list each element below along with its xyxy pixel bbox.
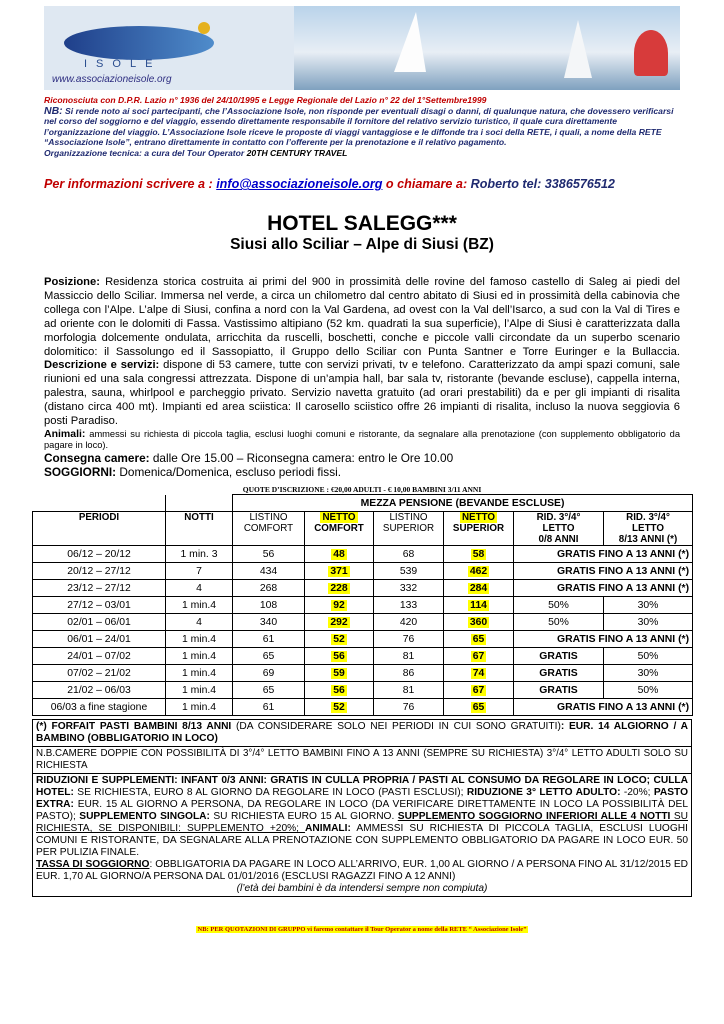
phone-contact: Roberto tel: 3386576512 <box>470 177 615 191</box>
cell-rid-ragazzi: 30% <box>604 597 693 614</box>
cell-rid-merged: GRATIS FINO A 13 ANNI (*) <box>514 563 693 580</box>
contact-prefix: Per informazioni scrivere a : <box>44 177 217 191</box>
cell-notti: 7 <box>166 563 233 580</box>
forfait-label: (*) FORFAIT PASTI BAMBINI 8/13 ANNI <box>36 721 232 732</box>
posizione-paragraph <box>44 276 680 429</box>
cell-notti: 1 min.4 <box>166 648 233 665</box>
notes-table <box>32 719 692 897</box>
cell-rid-ragazzi: 50% <box>604 682 693 699</box>
table-row <box>33 614 693 631</box>
cell-notti: 1 min.4 <box>166 682 233 699</box>
organization-line <box>44 148 684 159</box>
cell-netto-comfort: 52 <box>305 699 374 716</box>
animali-label: Animali: <box>44 427 86 440</box>
consegna-paragraph <box>44 451 680 465</box>
cell-periodo: 23/12 – 27/12 <box>33 580 166 597</box>
footer-nb-text: NB: PER QUOTAZIONI DI GRUPPO vi faremo contattare il Tour Operator a nome della RETE “ Associazione Isole” <box>197 926 527 933</box>
cell-periodo: 21/02 – 06/03 <box>33 682 166 699</box>
table-row <box>33 648 693 665</box>
footer-nb <box>0 918 724 936</box>
cell-netto-superior: 74 <box>444 665 514 682</box>
cell-netto-comfort: 59 <box>305 665 374 682</box>
forfait-row <box>33 720 692 747</box>
cell-listino-superior: 76 <box>374 699 444 716</box>
forfait-text: (DA CONSIDERARE SOLO NEI PERIODI IN CUI SONO GRATUITI) <box>231 721 561 732</box>
cell-notti: 1 min. 3 <box>166 546 233 563</box>
cell-listino-comfort: 268 <box>233 580 305 597</box>
riduzioni-row <box>33 774 692 897</box>
cell-notti: 4 <box>166 614 233 631</box>
animali-text: ammessi su richiesta di piccola taglia, esclusi luoghi comuni e ristorante, da segnalare alla prenotazione (con supplemento obbligatorio da pagare in loco). <box>44 428 680 450</box>
cell-listino-superior: 133 <box>374 597 444 614</box>
col-listino-superior: LISTINO SUPERIOR <box>374 512 444 546</box>
table-row <box>33 580 693 597</box>
camere-note: N.B.CAMERE DOPPIE CON POSSIBILITÀ DI 3°/4° LETTO BAMBINI FINO A 13 ANNI (SEMPRE SU RICHIESTA) 3°/4° LETTO ADULTI SOLO SU RICHIESTA <box>33 747 692 774</box>
cell-listino-superior: 332 <box>374 580 444 597</box>
cell-listino-comfort: 340 <box>233 614 305 631</box>
table-caption-row <box>33 495 693 512</box>
cell-periodo: 06/01 – 24/01 <box>33 631 166 648</box>
cell-netto-superior: 360 <box>444 614 514 631</box>
cell-netto-comfort: 92 <box>305 597 374 614</box>
tassa-label: TASSA DI SOGGIORNO <box>36 859 150 870</box>
forfait-price: : EUR. 14 ALGIORNO / A BAMBINO (OBBLIGATORIO IN LOCO) <box>36 721 689 744</box>
cell-netto-superior: 65 <box>444 699 514 716</box>
cell-listino-superior: 539 <box>374 563 444 580</box>
table-row <box>33 563 693 580</box>
animali-paragraph <box>44 429 680 451</box>
sailboat-image <box>394 12 426 72</box>
cell-listino-superior: 420 <box>374 614 444 631</box>
riduzioni-note: RIDUZIONI E SUPPLEMENTI: INFANT 0/3 ANNI: GRATIS IN CULLA PROPRIA / PASTI AL CONSUMO DA REGOLARE IN LOCO; CULLA HOTEL: SE RICHIESTA, EURO 8 AL GIORNO DA REGOLARE IN LOCO (PASTI ESCLUSI); RIDUZIONE 3° LETTO ADULTO: -20%; PASTO EXTRA: EUR. 15 AL GIORNO A PERSONA, DA REGOLARE IN LOCO (DA VERIFICARE DIRETTAMENTE IN LOCO LA POSSIBILITÀ DEL PASTO); SUPPLEMENTO SINGOLA: SU RICHIESTA EURO 15 AL GIORNO. SUPPLEMENTO SOGGIORNO INFERIORI ALLE 4 NOTTI SU RICHIESTA, SE DISPONIBILI: SUPPLEMENTO +20%; ANIMALI: AMMESSI SU RICHIESTA DI PICCOLA TAGLIA, ESCLUSI LUOGHI COMUNI E RISTORANTE, DA SEGNALARE ALLA PRENOTAZIONE CON SUPPLEMENTO OBBLIGATORIO DA PAGARE IN LOCO EUR. 50 PER PULIZIA FINALE. TASSA DI SOGGIORNO: OBBLIGATORIA DA PAGARE IN LOCO ALL’ARRIVO, EUR. 1,00 AL GIORNO / A PERSONA FINO AL 31/12/2015 ED EUR. 1,70 AL GIORNO/A PERSONA DAL 01/01/2016 (ESCLUSI RAGAZZI FINO A 12 ANNI) (l’età dei bambini è da intendersi sempre non compiuta) <box>33 774 692 897</box>
table-header-row <box>33 512 693 546</box>
cell-rid-ragazzi: 30% <box>604 614 693 631</box>
col-netto-comfort: NETTO COMFORT <box>305 512 374 546</box>
servizi-label: Descrizione e servizi: <box>44 359 160 372</box>
org-prefix: Organizzazione tecnica: a cura del Tour Operator <box>44 147 247 158</box>
sea-photo <box>294 6 680 90</box>
org-name: 20TH CENTURY TRAVEL <box>246 147 348 158</box>
registration-fee: QUOTE D’ISCRIZIONE : €20,00 ADULTI - € 10,00 BAMBINI 3/11 ANNI <box>242 485 482 494</box>
col-listino-comfort: LISTINO COMFORT <box>233 512 305 546</box>
nb-text-2: L’Associazione Isole riceve le proposte di viaggi vantaggiose e le diffonde tra i soci della RETE, i quali, a nome della RETE “Associazione Isole”, entrano direttamente in contatto con l’offerente per la prenotazione e il relativo pagamento. <box>44 126 662 148</box>
tassa-text: : OBBLIGATORIA DA PAGARE IN LOCO ALL’ARRIVO, EUR. 1,00 AL GIORNO / A PERSONA FINO AL 31/12/2015 ED EUR. 1,70 AL GIORNO/A PERSONA DAL 01/01/2016 (ESCLUSI RAGAZZI FINO A 12 ANNI) <box>36 859 688 882</box>
cell-listino-superior: 81 <box>374 648 444 665</box>
cell-periodo: 20/12 – 27/12 <box>33 563 166 580</box>
soggiorni-label: SOGGIORNI: <box>44 464 117 479</box>
cell-rid-bambini: GRATIS <box>514 648 604 665</box>
cell-netto-superior: 67 <box>444 682 514 699</box>
eta-note: (l’età dei bambini è da intendersi sempre non compiuta) <box>236 883 488 894</box>
cell-netto-superior: 67 <box>444 648 514 665</box>
email-link[interactable]: info@associazioneisole.org <box>216 177 383 191</box>
cell-notti: 1 min.4 <box>166 665 233 682</box>
hotel-title: HOTEL SALEGG*** <box>267 212 457 235</box>
cell-listino-comfort: 61 <box>233 699 305 716</box>
cell-rid-bambini: GRATIS <box>514 665 604 682</box>
cell-rid-merged: GRATIS FINO A 13 ANNI (*) <box>514 546 693 563</box>
cell-rid-ragazzi: 50% <box>604 648 693 665</box>
logo-sun <box>198 22 210 34</box>
cell-listino-superior: 68 <box>374 546 444 563</box>
cell-periodo: 02/01 – 06/01 <box>33 614 166 631</box>
cell-periodo: 24/01 – 07/02 <box>33 648 166 665</box>
cell-notti: 4 <box>166 580 233 597</box>
cell-netto-comfort: 56 <box>305 682 374 699</box>
cell-rid-bambini: 50% <box>514 597 604 614</box>
servizi-text: dispone di 53 camere, tutte con servizi privati, tv e telefono. Caratterizzato da ampi spazi comuni, sale riunioni ed una sala congressi attrezzata. Dispone di un’ampia hall, bar sala tv, ristorante (bevande escluse), cappella interna, palestra, sauna, whirlpool e parcheggio privato. Servizio navetta gratuito (ad orari prestabiliti) da e per gli impianti di risalita (distano circa 400 mt). Impianti ed area sciistica: Il carosello sciistico offre 26 impianti di risalita, incluso la nuova seggiovia 6 posti Paradiso. <box>44 359 681 428</box>
cell-notti: 1 min.4 <box>166 597 233 614</box>
logo-arc <box>64 26 214 60</box>
sailboat-image-2 <box>564 20 592 78</box>
cell-periodo: 07/02 – 21/02 <box>33 665 166 682</box>
cell-netto-superior: 58 <box>444 546 514 563</box>
col-rid-ragazzi: RID. 3°/4° LETTO 8/13 ANNI (*) <box>604 512 693 546</box>
hotel-description <box>44 276 680 479</box>
cell-listino-superior: 81 <box>374 682 444 699</box>
cell-listino-comfort: 108 <box>233 597 305 614</box>
table-row <box>33 631 693 648</box>
cell-listino-comfort: 65 <box>233 682 305 699</box>
cell-rid-merged: GRATIS FINO A 13 ANNI (*) <box>514 699 693 716</box>
cell-rid-merged: GRATIS FINO A 13 ANNI (*) <box>514 580 693 597</box>
soggiorni-paragraph <box>44 465 680 479</box>
nb-disclaimer <box>44 106 684 148</box>
cell-periodo: 06/12 – 20/12 <box>33 546 166 563</box>
cell-periodo: 27/12 – 03/01 <box>33 597 166 614</box>
col-periodi: PERIODI <box>33 512 166 546</box>
cell-listino-comfort: 434 <box>233 563 305 580</box>
nb-text: Si rende noto ai soci partecipanti, che l’Associazione Isole, non risponde per eventuali disagi o danni, di qualunque natura, che dovessero verificarsi nel corso del soggiorno e del viaggio, essendo direttamente responsabile il fornitore del relativo servizio turistico, il quale cura direttamente l’organizzazione del viaggio. <box>44 105 674 137</box>
cell-rid-bambini: 50% <box>514 614 604 631</box>
posizione-text: Residenza storica costruita ai primi del 900 in prossimità delle rovine del famoso castello di Saleg ai piedi del Massiccio dello Sciliar. Immersa nel verde, a circa un chilometro dal centro abitato di Siusi ed in prossimità della cabinovia che collega con l’Alpe. L’alpe di Siusi, confina a nord con la Val Gardena, ad ovest con la Val dell’Isarco, a sud con la Val di Tires e ad oriente con le dolomiti di Fassa. Vastissimo altipiano (52 km. quadrati la sua superficie), l’Alpe di Siusi è caratterizzata dalla morfologia dolcemente ondulata, arricchita da ruscelli, boschetti, conche e piccole valli circondate da un superbo scenario dolomitico: il Sassolungo ed il Sassopiatto, il Gruppo dello Sciliar con Punta Santner e Torre Euringer e la Bullaccia. <box>44 276 680 358</box>
cell-periodo: 06/03 a fine stagione <box>33 699 166 716</box>
hotel-subtitle: Siusi allo Sciliar – Alpe di Siusi (BZ) <box>230 236 494 253</box>
cell-rid-merged: GRATIS FINO A 13 ANNI (*) <box>514 631 693 648</box>
soggiorni-text: Domenica/Domenica, escluso periodi fissi. <box>116 464 341 479</box>
table-caption: MEZZA PENSIONE (BEVANDE ESCLUSE) <box>233 495 693 512</box>
cell-listino-superior: 76 <box>374 631 444 648</box>
recognition-text: Riconosciuta con D.P.R. Lazio n° 1936 del 24/10/1995 e Legge Regionale del Lazio n° 22 del 1°Settembre1999 <box>44 95 487 105</box>
cell-netto-comfort: 52 <box>305 631 374 648</box>
price-table <box>32 494 693 716</box>
table-row <box>33 665 693 682</box>
contact-line <box>44 177 684 191</box>
table-row <box>33 699 693 716</box>
contact-middle: o chiamare a: <box>382 177 471 191</box>
consegna-text: dalle Ore 15.00 – Riconsegna camera: entro le Ore 10.00 <box>149 450 454 465</box>
cell-listino-comfort: 61 <box>233 631 305 648</box>
cell-listino-comfort: 69 <box>233 665 305 682</box>
cell-notti: 1 min.4 <box>166 631 233 648</box>
nb-label: NB: <box>44 104 63 117</box>
logo-text: ISOLE <box>84 58 162 70</box>
cell-netto-comfort: 48 <box>305 546 374 563</box>
cell-netto-comfort: 56 <box>305 648 374 665</box>
cell-netto-comfort: 292 <box>305 614 374 631</box>
col-notti: NOTTI <box>166 512 233 546</box>
cell-rid-bambini: GRATIS <box>514 682 604 699</box>
header-notes <box>44 95 684 159</box>
cell-rid-ragazzi: 30% <box>604 665 693 682</box>
table-row <box>33 546 693 563</box>
header-banner <box>44 6 680 90</box>
cell-netto-comfort: 228 <box>305 580 374 597</box>
camere-row <box>33 747 692 774</box>
col-netto-superior: NETTO SUPERIOR <box>444 512 514 546</box>
cell-netto-superior: 462 <box>444 563 514 580</box>
cell-netto-superior: 114 <box>444 597 514 614</box>
cell-netto-superior: 65 <box>444 631 514 648</box>
table-row <box>33 597 693 614</box>
posizione-label: Posizione: <box>44 276 100 288</box>
col-rid-bambini: RID. 3°/4° LETTO 0/8 ANNI <box>514 512 604 546</box>
cell-listino-comfort: 65 <box>233 648 305 665</box>
cell-netto-comfort: 371 <box>305 563 374 580</box>
cell-listino-comfort: 56 <box>233 546 305 563</box>
cell-netto-superior: 284 <box>444 580 514 597</box>
cell-listino-superior: 86 <box>374 665 444 682</box>
table-row <box>33 682 693 699</box>
cell-notti: 1 min.4 <box>166 699 233 716</box>
banner-url[interactable]: www.associazioneisole.org <box>52 74 172 85</box>
spinnaker-image <box>634 30 668 76</box>
consegna-label: Consegna camere: <box>44 450 150 465</box>
